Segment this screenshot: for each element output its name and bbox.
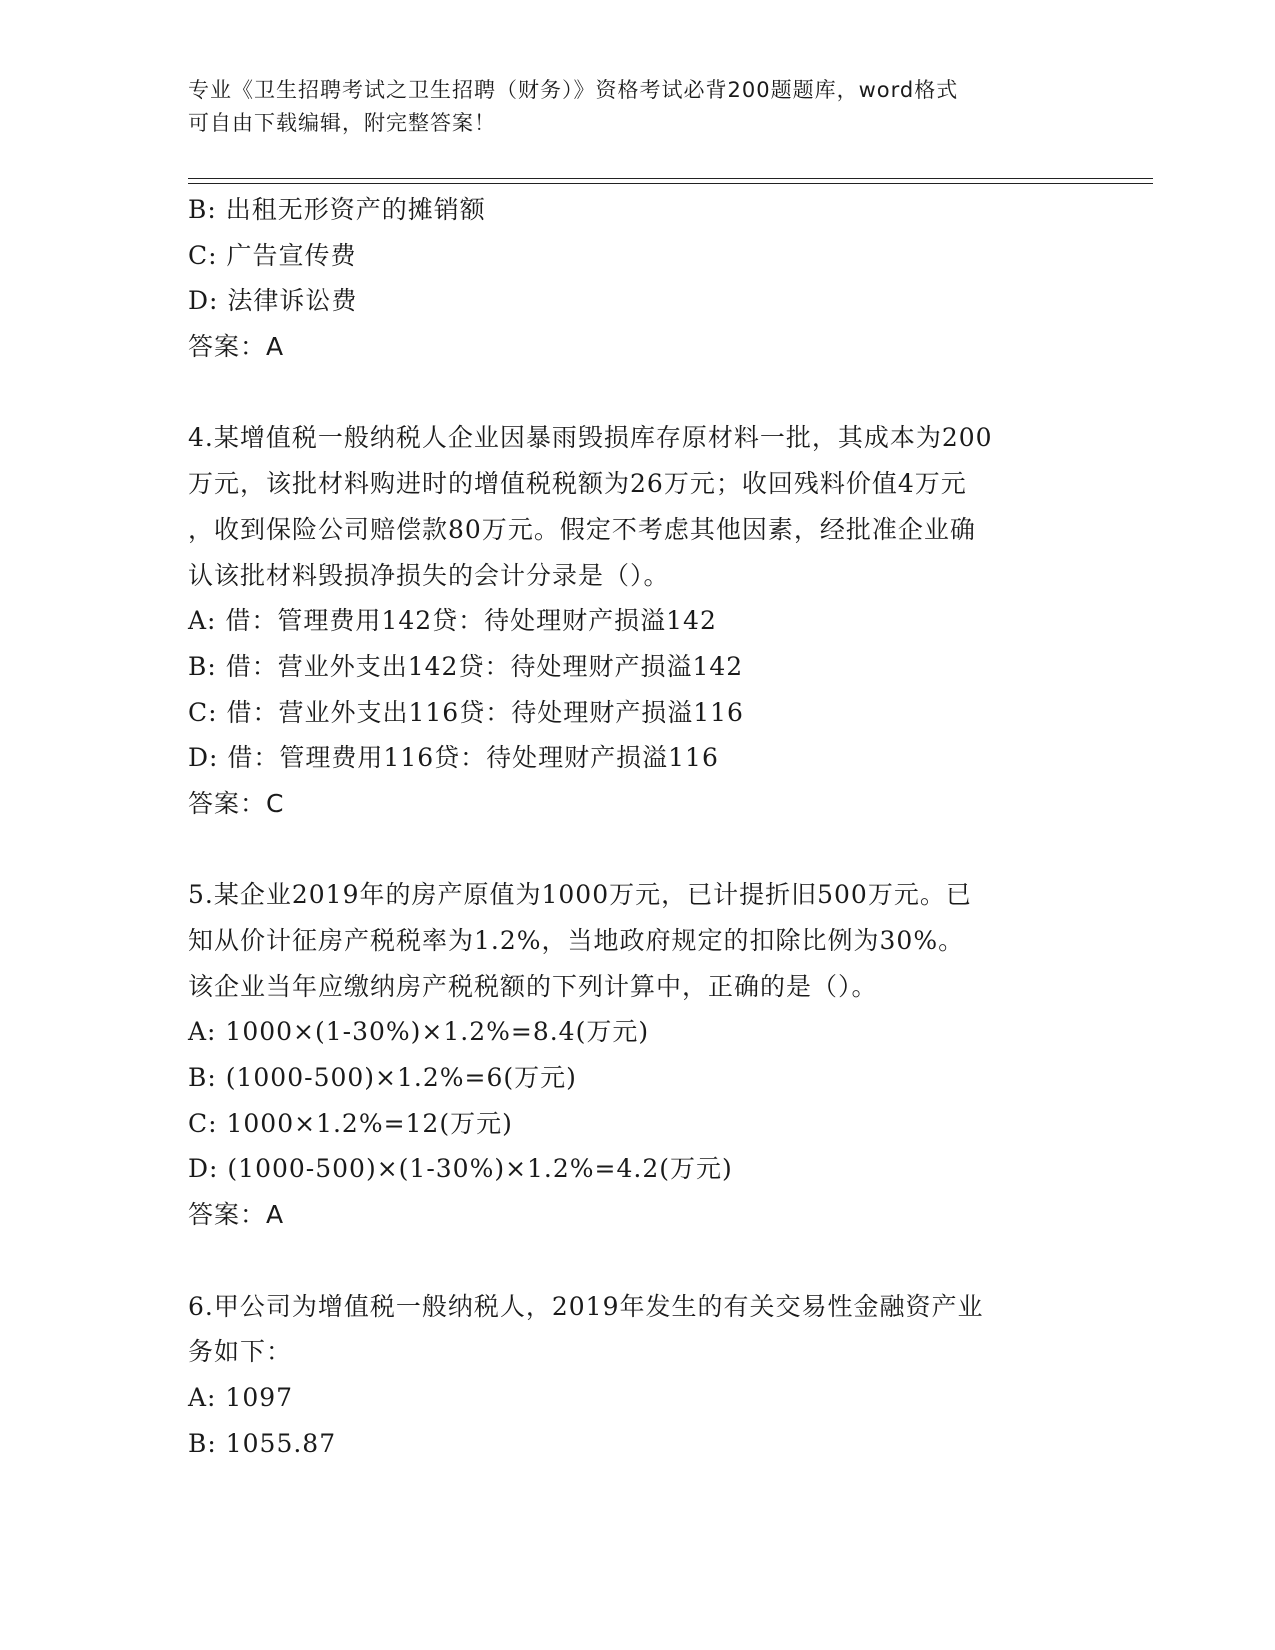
question-stem-line: 知从价计征房产税税率为1.2%，当地政府规定的扣除比例为30%。 xyxy=(188,926,965,955)
option-d: D: (1000-500)×(1-30%)×1.2%=4.2(万元) xyxy=(188,1154,733,1184)
spacer xyxy=(188,1238,1088,1284)
option-c: C: 借：营业外支出116贷：待处理财产损溢116 xyxy=(188,697,744,727)
option-b: B: 借：营业外支出142贷：待处理财产损溢142 xyxy=(188,651,744,681)
option-a: A: 借：管理费用142贷：待处理财产损溢142 xyxy=(188,606,717,636)
question-stem-line: 该企业当年应缴纳房产税税额的下列计算中，正确的是（）。 xyxy=(188,971,878,1001)
header-line-2: 可自由下载编辑，附完整答案！ xyxy=(188,111,496,135)
header-line-1: 专业《卫生招聘考试之卫生招聘（财务）》资格考试必背200题题库，word格式 xyxy=(188,78,959,102)
answer: 答案：C xyxy=(188,788,285,818)
question-stem-line: 认该批材料毁损净损失的会计分录是（）。 xyxy=(188,560,670,590)
question-stem-line: 4.某增值税一般纳税人企业因暴雨毁损库存原材料一批，其成本为200 xyxy=(188,423,993,453)
answer: 答案：A xyxy=(188,1200,285,1230)
header-rule-bottom xyxy=(188,183,1153,184)
option-c: C: 广告宣传费 xyxy=(188,240,357,270)
option-a: A: 1097 xyxy=(188,1382,294,1412)
document-header xyxy=(188,74,1068,140)
option-c: C: 1000×1.2%=12(万元) xyxy=(188,1108,513,1138)
question-4 xyxy=(188,415,1088,826)
question-6 xyxy=(188,1284,1088,1467)
spacer xyxy=(188,370,1088,416)
question-3 xyxy=(188,187,1088,370)
option-b: B: (1000-500)×1.2%=6(万元) xyxy=(188,1063,577,1093)
option-b: B: 1055.87 xyxy=(188,1428,337,1458)
question-stem-line: 万元，该批材料购进时的增值税税额为26万元；收回残料价值4万元 xyxy=(188,469,967,499)
question-stem-line: 5.某企业2019年的房产原值为1000万元，已计提折旧500万元。已 xyxy=(188,880,972,910)
question-stem-line: 务如下： xyxy=(188,1337,293,1367)
question-5 xyxy=(188,872,1088,1238)
option-d: D: 借：管理费用116贷：待处理财产损溢116 xyxy=(188,743,719,773)
question-stem-line: 6.甲公司为增值税一般纳税人，2019年发生的有关交易性金融资产业 xyxy=(188,1291,984,1321)
spacer xyxy=(188,827,1088,873)
question-stem-line: ，收到保险公司赔偿款80万元。假定不考虑其他因素，经批准企业确 xyxy=(188,514,976,544)
option-d: D: 法律诉讼费 xyxy=(188,286,358,316)
option-a: A: 1000×(1-30%)×1.2%=8.4(万元) xyxy=(188,1017,650,1047)
header-rule-top xyxy=(188,178,1153,179)
question-list xyxy=(188,187,1088,1466)
option-b: B: 出租无形资产的摊销额 xyxy=(188,195,486,224)
answer: 答案：A xyxy=(188,332,285,362)
